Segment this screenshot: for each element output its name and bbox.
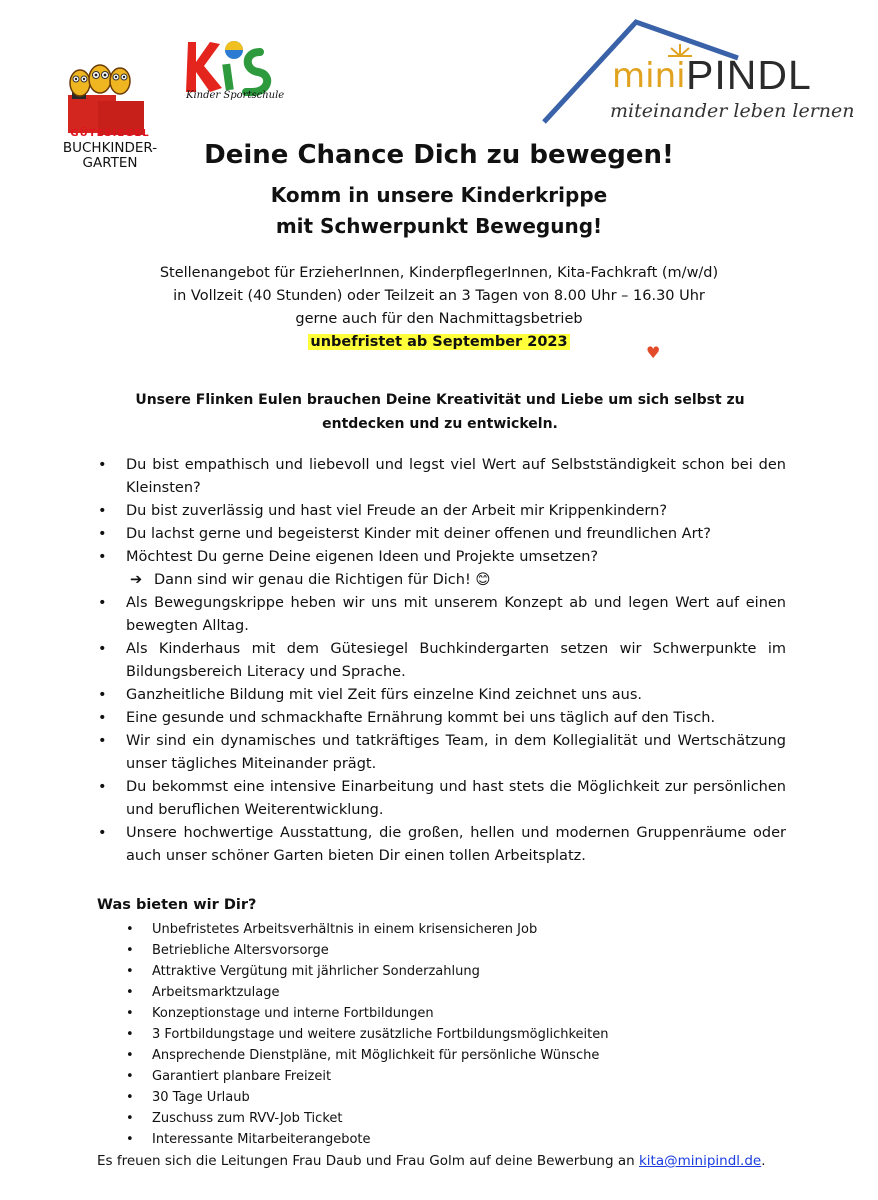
guetesiegel-label: GÜTESIEGEL bbox=[70, 128, 150, 139]
kis-logo bbox=[182, 34, 312, 114]
list-item: • Ganzheitliche Bildung mit viel Zeit fürs einzelne Kind zeichnet uns aus. bbox=[98, 687, 642, 703]
list-item: • Zuschuss zum RVV-Job Ticket bbox=[126, 1111, 343, 1126]
list-item: • Konzeptionstage und interne Fortbildungen bbox=[126, 1006, 434, 1021]
list-item: • Als Bewegungskrippe heben wir uns mit unserem Konzept ab und legen Wert auf einen bewegten Alltag. bbox=[98, 595, 786, 634]
list-item: • Attraktive Vergütung mit jährlicher Sonderzahlung bbox=[126, 964, 480, 979]
offers-heading: Was bieten wir Dir? bbox=[97, 897, 257, 913]
list-item: • Ansprechende Dienstpläne, mit Möglichkeit für persönliche Wünsche bbox=[126, 1048, 600, 1063]
qualities-list bbox=[96, 454, 786, 868]
list-item-arrow: ➔ Dann sind wir genau die Richtigen für Dich! 😊 bbox=[96, 569, 786, 592]
job-offer-block bbox=[0, 262, 878, 354]
list-item: • Unsere hochwertige Ausstattung, die großen, hellen und modernen Gruppenräume oder auch unser schöner Garten bieten Dir einen tollen Arbeitsplatz. bbox=[98, 825, 786, 864]
page-title: Deine Chance Dich zu bewegen! bbox=[204, 140, 674, 170]
offer-line-1: Stellenangebot für ErzieherInnen, KinderpflegerInnen, Kita-Fachkraft (m/w/d) bbox=[159, 265, 719, 281]
intro-line-1: Unsere Flinken Eulen brauchen Deine Kreativität und Liebe um sich selbst zu bbox=[135, 392, 745, 408]
intro-text bbox=[110, 388, 770, 436]
list-item: • Du bist empathisch und liebevoll und legst viel Wert auf Selbstständigkeit schon bei den Kleinsten? bbox=[98, 457, 786, 496]
arrow-right-icon: ➔ bbox=[130, 572, 143, 588]
benefits-list bbox=[124, 919, 724, 1150]
buchkinder-label: BUCHKINDER- bbox=[62, 140, 158, 156]
mini-wordmark: mini bbox=[612, 56, 686, 96]
list-item: • 3 Fortbildungstage und weitere zusätzliche Fortbildungsmöglichkeiten bbox=[126, 1027, 609, 1042]
list-item: • Unbefristetes Arbeitsverhältnis in einem krisensicheren Job bbox=[126, 922, 538, 937]
list-item: • Garantiert planbare Freizeit bbox=[126, 1069, 332, 1084]
minipindl-tagline: miteinander leben lernen bbox=[610, 100, 855, 122]
offer-line-3: gerne auch für den Nachmittagsbetrieb bbox=[295, 311, 583, 327]
intro-line-2: entdecken und zu entwickeln. bbox=[322, 416, 558, 432]
heart-icon: ♥ bbox=[646, 343, 661, 362]
list-item: • Als Kinderhaus mit dem Gütesiegel Buchkindergarten setzen wir Schwerpunkte im Bildungsbereich Literacy und Sprache. bbox=[98, 641, 786, 680]
list-item: • Du bekommst eine intensive Einarbeitung und hast stets die Möglichkeit zur persönlichen und beruflichen Weiterentwicklung. bbox=[98, 779, 786, 818]
list-item: • 30 Tage Urlaub bbox=[126, 1090, 250, 1105]
list-item: • Arbeitsmarktzulage bbox=[126, 985, 280, 1000]
footer-text: Es freuen sich die Leitungen Frau Daub und Frau Golm auf deine Bewerbung an bbox=[97, 1153, 639, 1169]
list-item: • Eine gesunde und schmackhafte Ernährung kommt bei uns täglich auf den Tisch. bbox=[98, 710, 716, 726]
pindl-wordmark: PINDL bbox=[686, 52, 812, 98]
list-item: • Du bist zuverlässig und hast viel Freude an der Arbeit mir Krippenkindern? bbox=[98, 503, 668, 519]
kis-subtitle: Kinder Sportschule bbox=[186, 90, 285, 101]
list-item: • Betriebliche Altersvorsorge bbox=[126, 943, 329, 958]
list-item: • Interessante Mitarbeiterangebote bbox=[126, 1132, 371, 1147]
list-item: • Du lachst gerne und begeisterst Kinder mit deiner offenen und freundlichen Art? bbox=[98, 526, 711, 542]
start-date-highlight: unbefristet ab September 2023 bbox=[310, 334, 568, 350]
list-item: • Möchtest Du gerne Deine eigenen Ideen und Projekte umsetzen? bbox=[98, 549, 599, 565]
garten-label: GARTEN bbox=[82, 155, 138, 171]
email-link[interactable]: kita@minipindl.de bbox=[638, 1153, 762, 1169]
subtitle-line-1: Komm in unsere Kinderkrippe bbox=[270, 183, 608, 207]
footer-contact: Es freuen sich die Leitungen Frau Daub und Frau Golm auf deine Bewerbung an kita@minipindl.de. bbox=[97, 1153, 766, 1169]
offer-line-2: in Vollzeit (40 Stunden) oder Teilzeit an 3 Tagen von 8.00 Uhr – 16.30 Uhr bbox=[173, 288, 705, 304]
subtitle-line-2: mit Schwerpunkt Bewegung! bbox=[275, 214, 603, 238]
list-item: • Wir sind ein dynamisches und tatkräftiges Team, in dem Kollegialität und Wertschätzung unser tägliches Miteinander prägt. bbox=[98, 733, 786, 772]
